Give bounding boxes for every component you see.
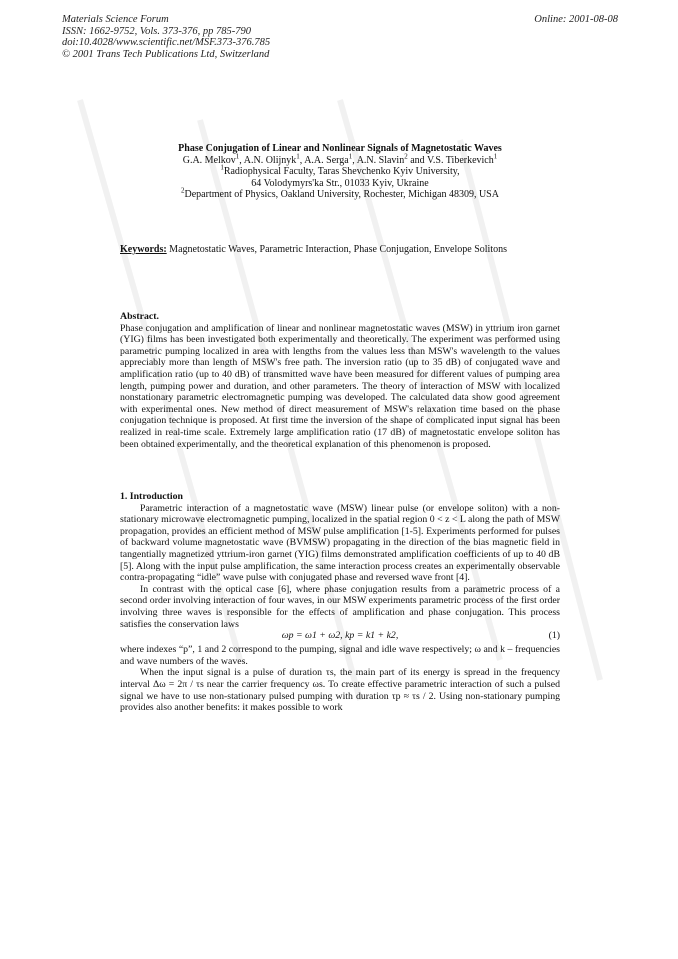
author: A.N. Slavin [356, 154, 405, 166]
abstract-text: Phase conjugation and amplification of linear and nonlinear magnetostatic waves (MSW) in yttrium iron garnet (YIG) films has been investigated both experimentally and theoretically. The experiment was performed using parametric pumping localized in area with lengths from the values less than MSW's wavelength to the values appreciably more than length of MSW's free path. The inversion ratio (up to 35 dB) of conjugated wave and amplification ratio (up to 40 dB) of transmitted wave have been measured for different values of pumping area length, pumping power and duration, and other parameters. The theory of interaction of MSW with localized nonstationary parametric electromagnetic pumping was developed. The calculated data show good agreement with experimental ones. New method of direct measurement of MSW's relaxation time based on the phase conjugation technique is proposed. At first time the inversion of the shape of complicated input signal has been realized in real-time scale. Extremely large amplification ratio (17 dB) of magnetostatic envelope soliton has been obtained experimentally, and the theoretical explanation of this phenomenon is proposed. [120, 322, 560, 450]
author-list: G.A. Melkov$^1$, A.N. Olijnyk$^1$, A.A. Serga$^1$, A.N. Slavin$^2$ and V.S. Tiberkevich$^1$ [182, 152, 498, 166]
title-block [120, 143, 560, 201]
journal-header [62, 14, 270, 60]
author: A.A. Serga [304, 154, 349, 166]
paper-title: Phase Conjugation of Linear and Nonlinear Signals of Magnetostatic Waves [178, 143, 502, 154]
abstract-section [120, 311, 560, 450]
online-date: Online: 2001-08-08 [534, 14, 618, 25]
affiliation-1-address: 64 Volodymyrs'ka Str., 01033 Kyiv, Ukraine [251, 177, 429, 189]
keywords-label: Keywords: [120, 244, 167, 255]
author: G.A. Melkov [182, 154, 236, 166]
affiliation-1: $^1$Radiophysical Faculty, Taras Shevchenko Kyiv University, [220, 163, 460, 178]
keywords-text: Magnetostatic Waves, Parametric Interaction, Phase Conjugation, Envelope Solitons [169, 244, 507, 255]
equation-body: ωp = ω1 + ω2, kp = k1 + k2, [281, 630, 399, 642]
intro-paragraph: Parametric interaction of a magnetostatic wave (MSW) linear pulse (or envelope soliton) with a non-stationary microwave electromagnetic pumping, localized in the spatial region 0 < z < L along the path of MSW propagation, provides an efficient method of MSW pulse amplification [1-5]. Experiments performed for pulses of backward volume magnetostatic wave (BVMSW) propagating in the direction of the bias magnetic field in tangentially magnetized yttrium-iron garnet (YIG) films demonstrated amplification coefficients of up to 40 dB [5]. Along with the input pulse amplification, the same interaction process creates an experimentally observable contra-propagating “idle” wave pulse with conjugated phase and reversed wave front [4]. [120, 502, 560, 584]
intro-heading: 1. Introduction [120, 491, 183, 502]
intro-paragraph: where indexes “p”, 1 and 2 correspond to the pumping, signal and idle wave respectively; ω and k – frequencies and wave numbers of the waves. [120, 644, 560, 667]
keywords [120, 244, 560, 255]
author: A.N. Olijnyk [243, 154, 297, 166]
equation-1 [120, 630, 560, 644]
affiliation-2: $^2$Department of Physics, Oakland University, Rochester, Michigan 48309, USA [181, 187, 499, 201]
intro-paragraph: When the input signal is a pulse of duration τs, the main part of its energy is spread in the frequency interval Δω = 2π / τs near the carrier frequency ωs. To create effective parametric interaction of such a pulsed signal we have to use non-stationary pulsed pumping with duration τp ≈ τs / 2. Using non-stationary pumping provides also another benefits: it makes possible to work [120, 667, 560, 714]
equation-number: (1) [548, 630, 560, 642]
abstract-heading: Abstract. [120, 311, 159, 322]
intro-paragraph: In contrast with the optical case [6], where phase conjugation results from a parametric process of a second order involving interaction of four waves, in our MSW experiments parametric process of the first order involving three waves is responsible for the effects of amplification and phase conjugation. This process satisfies the conservation laws [120, 583, 560, 630]
copyright-line: © 2001 Trans Tech Publications Ltd, Switzerland [62, 48, 270, 60]
doi-line[interactable]: doi:10.4028/www.scientific.net/MSF.373-376.785 [62, 37, 271, 48]
introduction-section [120, 491, 560, 714]
issn-line: ISSN: 1662-9752, Vols. 373-376, pp 785-790 [62, 25, 251, 37]
author: V.S. Tiberkevich [426, 154, 494, 166]
journal-name: Materials Science Forum [62, 14, 169, 25]
